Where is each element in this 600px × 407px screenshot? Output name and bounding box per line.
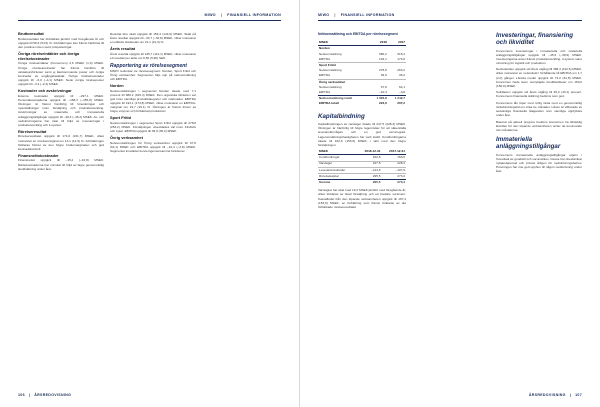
table-cell: 67,8 [380, 84, 387, 89]
table-total-row [318, 101, 406, 106]
table-cell: Nettoomsättning [319, 68, 342, 73]
left-column-2 [110, 32, 196, 155]
running-header-right: MIWO | FINANSIELL INFORMATION [318, 13, 395, 17]
footer-title: ÅRSREDOVISNING [34, 393, 72, 397]
table-cell: Varulager [318, 161, 357, 167]
body-paragraph: Bruttoresultatet har förbättrats jämfört med föregående år och uppgick till 58,6 (54,5) %. Förbättringen kan främst hänföras till den positiva mixen samt prisjusteringar. [18, 36, 104, 50]
table-cell: 273,4 [381, 173, 406, 179]
section-heading: Bruttoresultat [18, 31, 44, 36]
body-paragraph: Koncernens investeringar i immateriella och materiella anläggningstillgångar uppgick till –45,6 (–38,9) MSEK. Investeringarna avser främst produktutveckling, it-system samt utrustning för logistik och produktion. [496, 48, 582, 65]
body-paragraph: Resultat före skatt uppgick till 159,4 (144,9) MSEK. Skatt på årets resultat uppgick till –33,7 (–30,8) MSEK, vilket motsvarar en effektiv skattesats om 21,1 (21,3) %. [110, 32, 196, 45]
section-heading: Sport Fritid [110, 115, 131, 121]
section-heading: Kapitalbindning [318, 112, 365, 120]
body-paragraph: Nettoomsättningen i segmentet Sport Fritid uppgick till 278,8 (263,2) MSEK. Försäljningen utvecklades väl inom friluftsliv och cykel. EBITDA uppgick till 39,9 (36,2) MSEK. [110, 120, 196, 134]
table-cell: 278,8 [379, 68, 387, 73]
table-cell: 915,4 [397, 51, 405, 56]
working-capital-table-body [318, 155, 406, 180]
body-paragraph: Nettoomsättningen för Övrig verksamhet uppgick till 67,8 (64,1) MSEK och EBITDA uppgick till –10,4 (–3,8) MSEK. Segmentet innefattar koncerngemensamma funktioner. [110, 140, 196, 154]
left-column-1 [18, 32, 104, 173]
body-paragraph: Soliditeten uppgick vid årets utgång till 46,3 (43,1) procent. Koncernens finansiella ställning bedöms som god. [496, 90, 582, 99]
body-paragraph: Externa kostnader uppgick till –297,1 MSEK. Personalkostnaderna uppgick till –158,3 (–155,8) MSEK. Ökningen är främst hänförlig till löneökningar och nyanställningar inom försäljning och produktutveckling. Avskrivningar av materiella och immateriella anläggningstillgångar uppgick till –48,3 (–46,2) MSEK. Av- och nedskrivningarna har ökat till följd av investeringar i produktutveckling och it-system. [18, 93, 104, 127]
table-cell: EBITDA [319, 73, 331, 78]
body-paragraph: Årets resultat uppgick till 125,7 (114,1) MSEK, vilket motsvarar ett resultat per aktie om 6,50 (5,90) SEK. [110, 51, 196, 61]
header-section: FINANSIELL INFORMATION [340, 13, 395, 17]
section-heading: Övrig verksamhet [110, 135, 143, 141]
table-cell: EBITDA [319, 89, 331, 94]
right-column-1 [318, 32, 406, 211]
section-heading: Rapportering av rörelsesegment [110, 62, 187, 69]
table-cell: 193,1 [379, 56, 387, 61]
body-paragraph: Finansnettot uppgick till –15,2 (–16,8) MSEK. Räntekostnaderna har minskat till följd av lägre genomsnittlig skuldsättning under året. [18, 158, 104, 171]
table-cell: 273,4 [381, 180, 406, 186]
table-cell: 222,6 [379, 101, 387, 106]
table-cell: 295,5 [357, 173, 382, 179]
table-header-cell: MSEK [318, 40, 370, 46]
body-paragraph: Rörelseresultatet uppgick till 174,6 (161,7) MSEK, vilket motsvarar en rörelsemarginal om 13,1 (12,9) %. Förbättringen förklaras främst av den högre bruttomarginalen och god kostnadskontroll. [18, 134, 104, 151]
table-cell: Nettoomsättning [319, 51, 342, 56]
running-header-left: MIWO | FINANSIELL INFORMATION [204, 13, 281, 17]
table-cell: 980,2 [379, 51, 387, 56]
section-heading: Rörelseresultat [18, 128, 47, 134]
table-cell: 263,2 [397, 68, 405, 73]
table-cell: 228,3 [381, 161, 406, 167]
table-cell: 64,1 [398, 84, 405, 89]
working-capital-table [318, 149, 406, 185]
table-header-cell: 2017 [388, 40, 406, 46]
figure-title: Nettoomsättning och EBITDA per rörelsesegment [318, 32, 398, 36]
table-cell: –3,8 [398, 89, 405, 94]
table-cell: –10,4 [379, 89, 387, 94]
section-heading: Finansnettokostnader [18, 152, 59, 158]
body-paragraph: Varulagret har ökat med 19,2 MSEK jämfört med föregående år, vilket förklaras av ökad försäljning och ett bredare sortiment. Kassaflödet från den löpande verksamheten uppgick till 167,4 (153,9) MSEK, en förbättring som främst förklaras av det förbättrade rörelseresultatet. [318, 188, 406, 209]
header-rule [318, 20, 582, 21]
table-cell: 153,0 [381, 155, 406, 161]
section-heading: Immateriella anläggningstillgångar [496, 136, 561, 151]
section-heading: Årets resultat [110, 46, 136, 52]
table-header-cell: 2017-12-31 [381, 149, 406, 155]
header-brand: MIWO [204, 13, 216, 17]
table-cell: 295,5 [357, 180, 382, 186]
body-paragraph: Koncernens immateriella anläggningstillgångar utgörs i huvudsak av goodwill och varumärken. Dessa har obestämbar nyttjandeperiod och prövas årligen för nedskrivningsbehov. Prövningen har inte gett upphov till någon nedskrivning under året. [496, 152, 582, 174]
segment-table-body [318, 46, 406, 96]
body-paragraph: Baserat på aktuell prognos bedöms koncernen ha tillräcklig likviditet för den löpande verksamheten under de kommande tolv månaderna. [496, 119, 582, 132]
body-paragraph: Nettoomsättningen i segmentet Norden ökade med 7,1 procent till 980,2 (915,4) MSEK. Den organiska tillväxten var god inom samtliga produktkategorier och marknader. EBITDA uppgick till 193,1 (174,8) MSEK, vilket motsvarar en EBITDA-marginal om 19,7 (19,1) %. Ökningen är främst driven av högre volymer och förbättrad produktmix. [110, 88, 196, 114]
body-paragraph: Övriga rörelseintäkter (Koncernen) 2,6 MSEK (1,9) MSEK. Övriga rörelsekostnader har främst hänförts till valutakursförluster samt ej återkommande poster och övriga kostnader av engångskaraktär. Övriga rörelsekostnader uppgick till –6,0 (–4,1) MSEK. Netto övriga rörelseposter uppgick till –3,4 (–2,2) MSEK. [18, 61, 104, 87]
table-cell: Leverantörsskulder [318, 167, 357, 173]
table-cell: 162,6 [357, 155, 382, 161]
body-paragraph: MIWO redovisar tre rörelsesegment: Norden, Sport Fritid och Övrig verksamhet. Segmenten följs upp på nettoomsättning och EBITDA. [110, 68, 196, 82]
table-total-row [318, 180, 406, 186]
page-number: 106 [18, 393, 25, 397]
footer-left: 106 | ÅRSREDOVISNING [18, 393, 72, 397]
table-cell: EBITDA [319, 56, 331, 61]
footer-right: ÅRSREDOVISNING | 107 [528, 393, 582, 397]
body-paragraph: Kapitalbindningen av varulager ökade till 247,5 (228,3) MSEK. Ökningen är hänförlig till högre lagernivåer för att säkerställa leveransförmågan och en god servicegrad. Lageromsättningshastigheten har varit stabil. Kundfordringarna ökade till 162,6 (153,0) MSEK, i takt med den högre försäljningen. [318, 122, 406, 147]
table-cell: 1 326,8 [370, 96, 388, 102]
table-cell: Nettoomsättning [319, 84, 342, 89]
right-column-2 [496, 32, 582, 176]
header-brand: MIWO [318, 13, 330, 17]
footer-title: ÅRSREDOVISNING [528, 393, 566, 397]
table-cell: 207,2 [397, 101, 405, 106]
table-cell: 247,5 [357, 161, 382, 167]
table-cell: –107,9 [381, 167, 406, 173]
table-cell: 39,9 [380, 73, 387, 78]
right-page [300, 0, 600, 407]
body-paragraph: Koncernens lån löper med rörlig ränta med en genomsnittlig räntebindningstid om cirka tre månader. Lånen är villkorade av sedvanliga finansiella åtaganden som samtliga uppfylldes under året. [496, 100, 582, 118]
table-header-cell: 2018-12-31 [357, 149, 382, 155]
table-group-label: Sport Fritid [318, 63, 406, 69]
table-group-label: Övrig verksamhet [318, 79, 406, 85]
body-paragraph: Nettoskulden uppgick vid årets utgång till 389,3 (412,6) MSEK, vilket motsvarar en nettoskuld i förhållande till EBITDA om 1,7 (2,0) gånger. Likvida medel uppgick till 74,2 (61,8) MSEK. Koncernen hade även outnyttjade kreditfaciliteter om 150,0 (150,0) MSEK. [496, 67, 582, 88]
table-header-cell: 2018 [370, 40, 388, 46]
table-cell: Summa [318, 180, 357, 186]
table-cell: EBITDA totalt [319, 101, 339, 106]
table-cell: Rörelsekapital [318, 173, 357, 179]
table-cell: 1 242,7 [388, 96, 406, 102]
table-cell: 174,8 [397, 56, 405, 61]
section-heading: Kostnader och avskrivningar [18, 87, 72, 93]
page-number: 107 [575, 393, 582, 397]
section-heading: Investeringar, finansiering och likviditet [496, 32, 574, 46]
table-cell: Nettoomsättning totalt [318, 96, 370, 102]
header-rule [18, 20, 281, 21]
table-cell: –114,6 [357, 167, 382, 173]
segment-table [318, 40, 406, 106]
section-heading: Norden [110, 82, 124, 88]
table-cell: 36,2 [398, 73, 405, 78]
header-section: FINANSIELL INFORMATION [227, 13, 281, 17]
table-header-cell: MSEK [318, 149, 357, 155]
table-group-label: Norden [319, 46, 330, 51]
table-cell: Kundfordringar [318, 155, 357, 161]
section-heading: Övriga rörelseintäkter och övriga rörelsekostnader [18, 50, 80, 61]
